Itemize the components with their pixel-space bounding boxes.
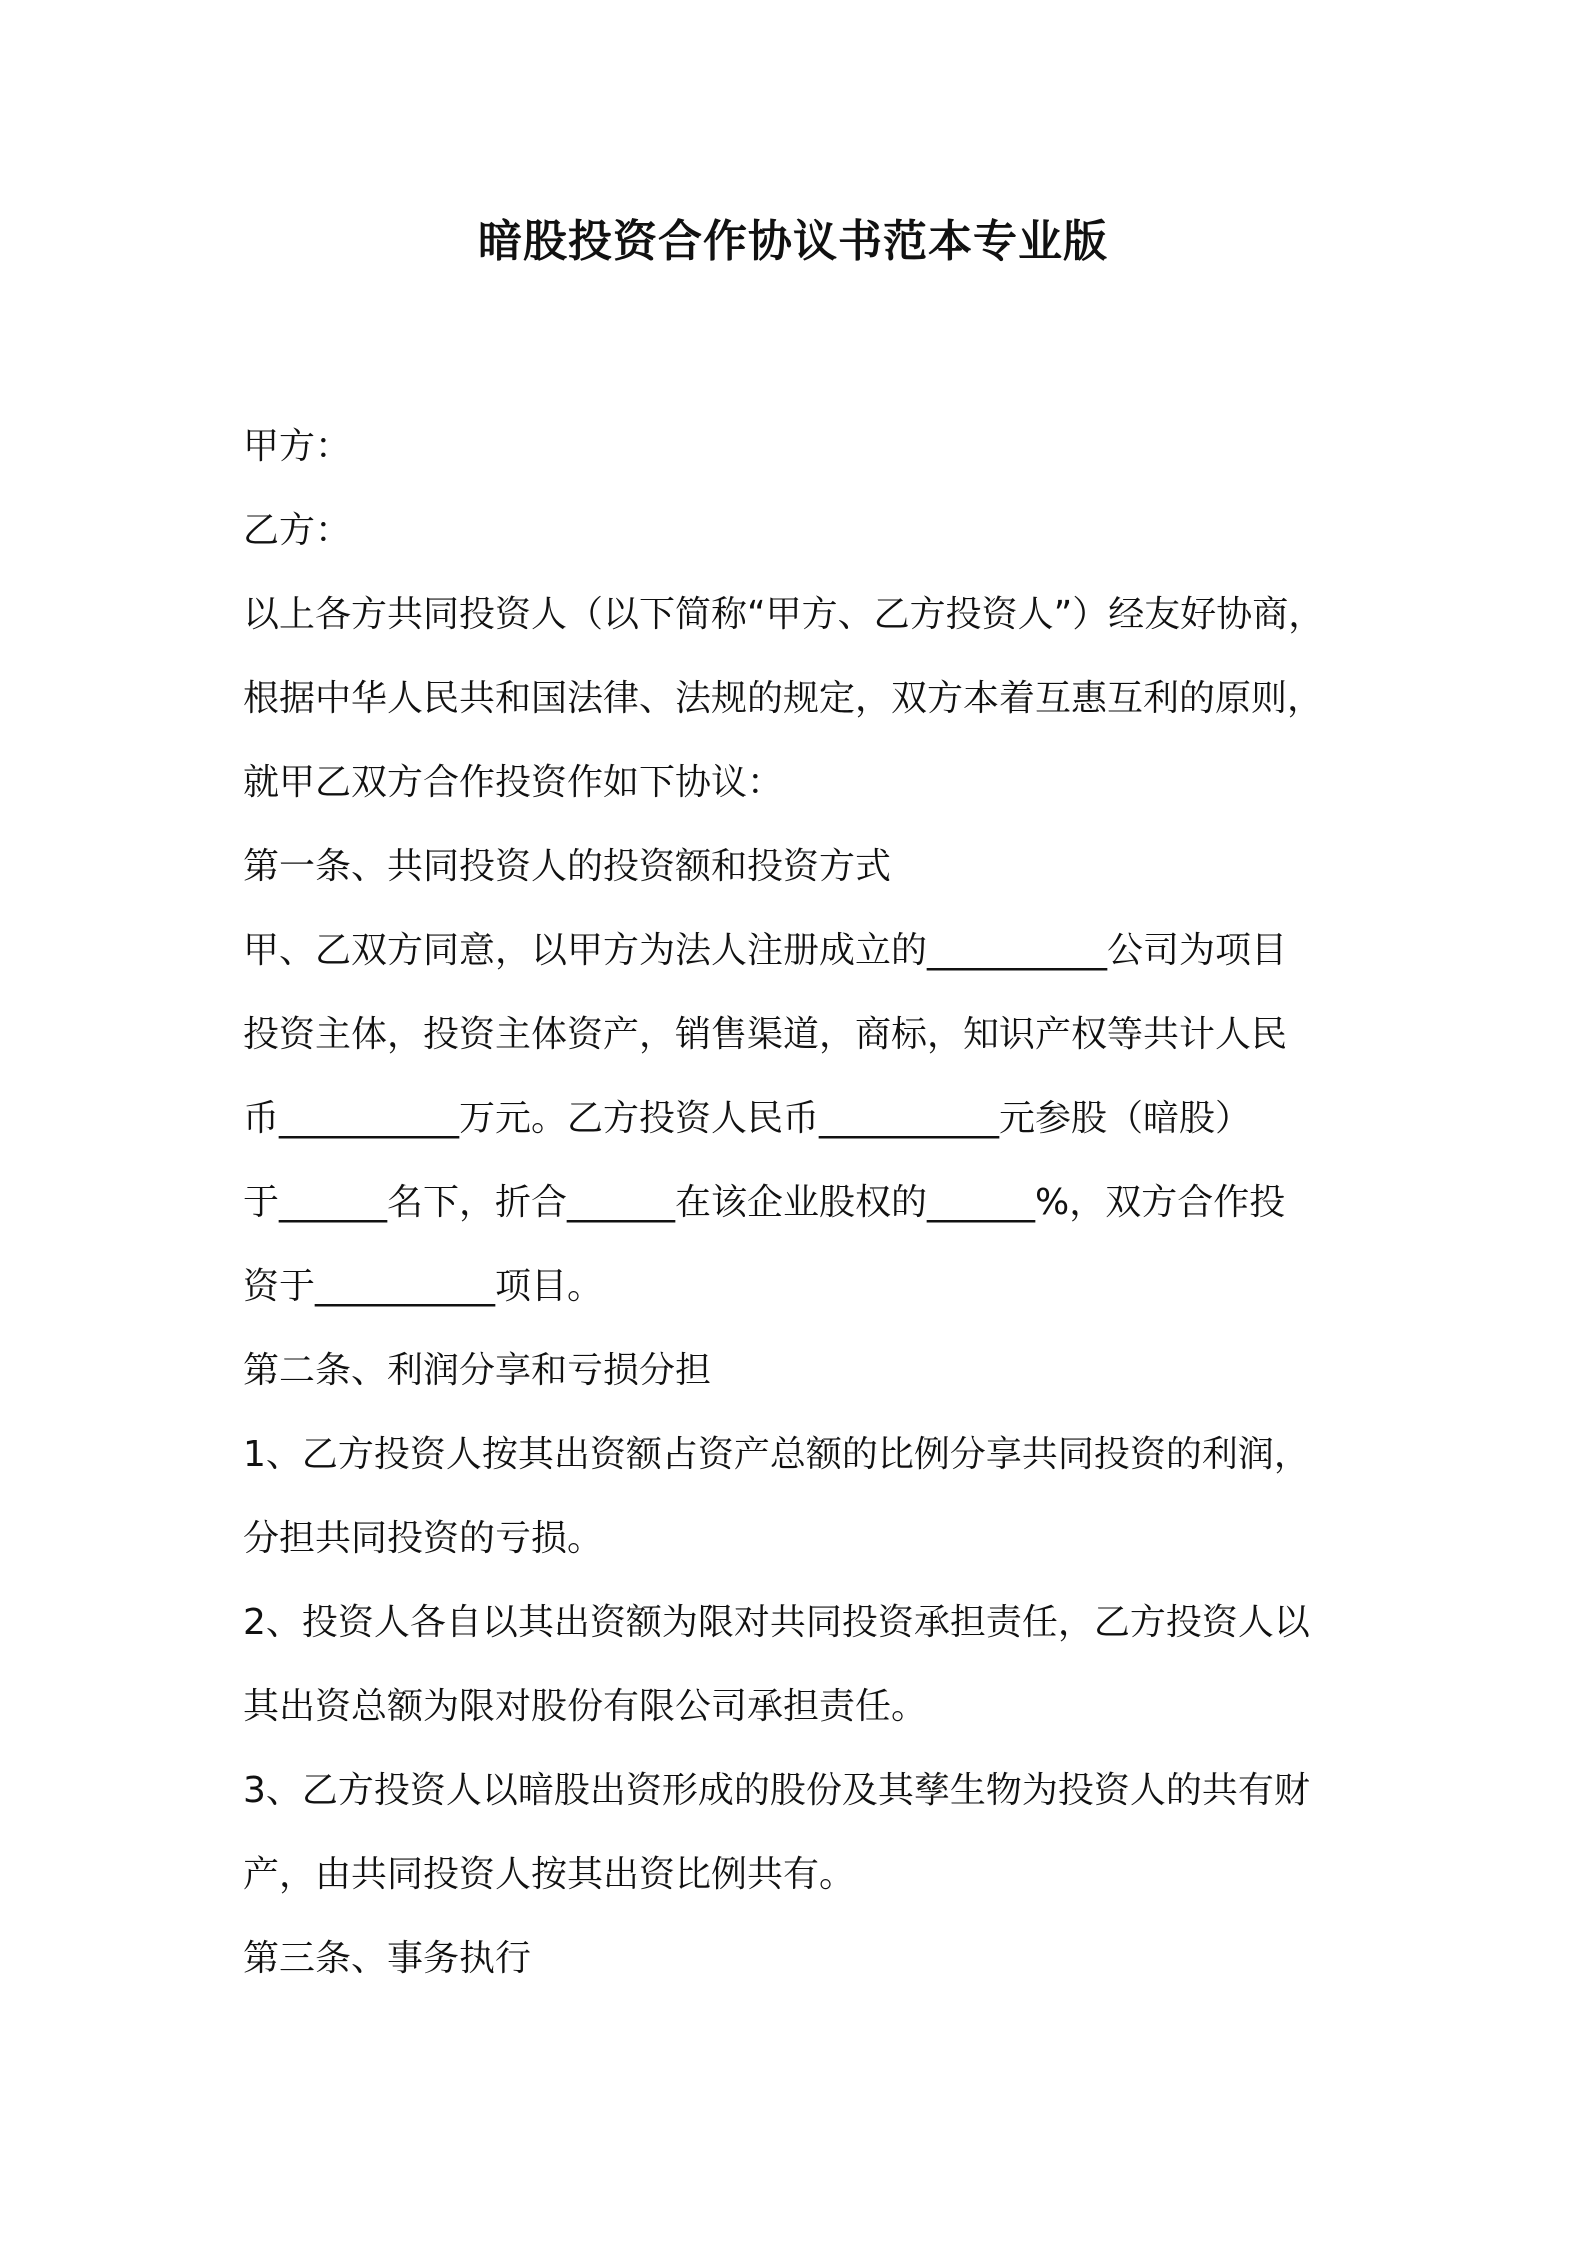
article-3-heading: 第三条、事务执行 — [243, 1938, 532, 1979]
article-2-clause-1-line: 1、乙方投资人按其出资额占资产总额的比例分享共同投资的利润， — [243, 1434, 1310, 1475]
intro-line: 以上各方共同投资人（以下简称“甲方、乙方投资人”）经友好协商， — [243, 594, 1325, 635]
article-1-text-line: 投资主体，投资主体资产，销售渠道，商标，知识产权等共计人民 — [243, 1014, 1288, 1055]
intro-line: 就甲乙双方合作投资作如下协议： — [243, 762, 784, 803]
document-body — [243, 405, 1383, 2001]
article-2-clause-2-line: 其出资总额为限对股份有限公司承担责任。 — [243, 1686, 928, 1727]
article-2-heading: 第二条、利润分享和亏损分担 — [243, 1350, 712, 1391]
document-title: 暗股投资合作协议书范本专业版 — [478, 216, 1108, 267]
article-1-heading: 第一条、共同投资人的投资额和投资方式 — [243, 846, 892, 887]
article-2-clause-3-line: 产，由共同投资人按其出资比例共有。 — [243, 1854, 856, 1895]
intro-line: 根据中华人民共和国法律、法规的规定，双方本着互惠互利的原则， — [243, 678, 1324, 719]
article-1-text-line: 于______名下，折合______在该企业股权的______%，双方合作投 — [243, 1182, 1286, 1223]
article-2-clause-1-line: 分担共同投资的亏损。 — [243, 1518, 604, 1559]
party-a-line: 甲方： — [243, 426, 352, 467]
article-1-text-line: 甲、乙双方同意，以甲方为法人注册成立的__________公司为项目 — [243, 930, 1288, 971]
article-1-text-line: 币__________万元。乙方投资人民币__________元参股（暗股） — [243, 1098, 1252, 1139]
article-2-clause-2-line: 2、投资人各自以其出资额为限对共同投资承担责任，乙方投资人以 — [243, 1602, 1310, 1643]
article-1-text-line: 资于__________项目。 — [243, 1266, 604, 1307]
party-b-line: 乙方： — [243, 510, 352, 551]
article-2-clause-3-line: 3、乙方投资人以暗股出资形成的股份及其孳生物为投资人的共有财 — [243, 1770, 1310, 1811]
